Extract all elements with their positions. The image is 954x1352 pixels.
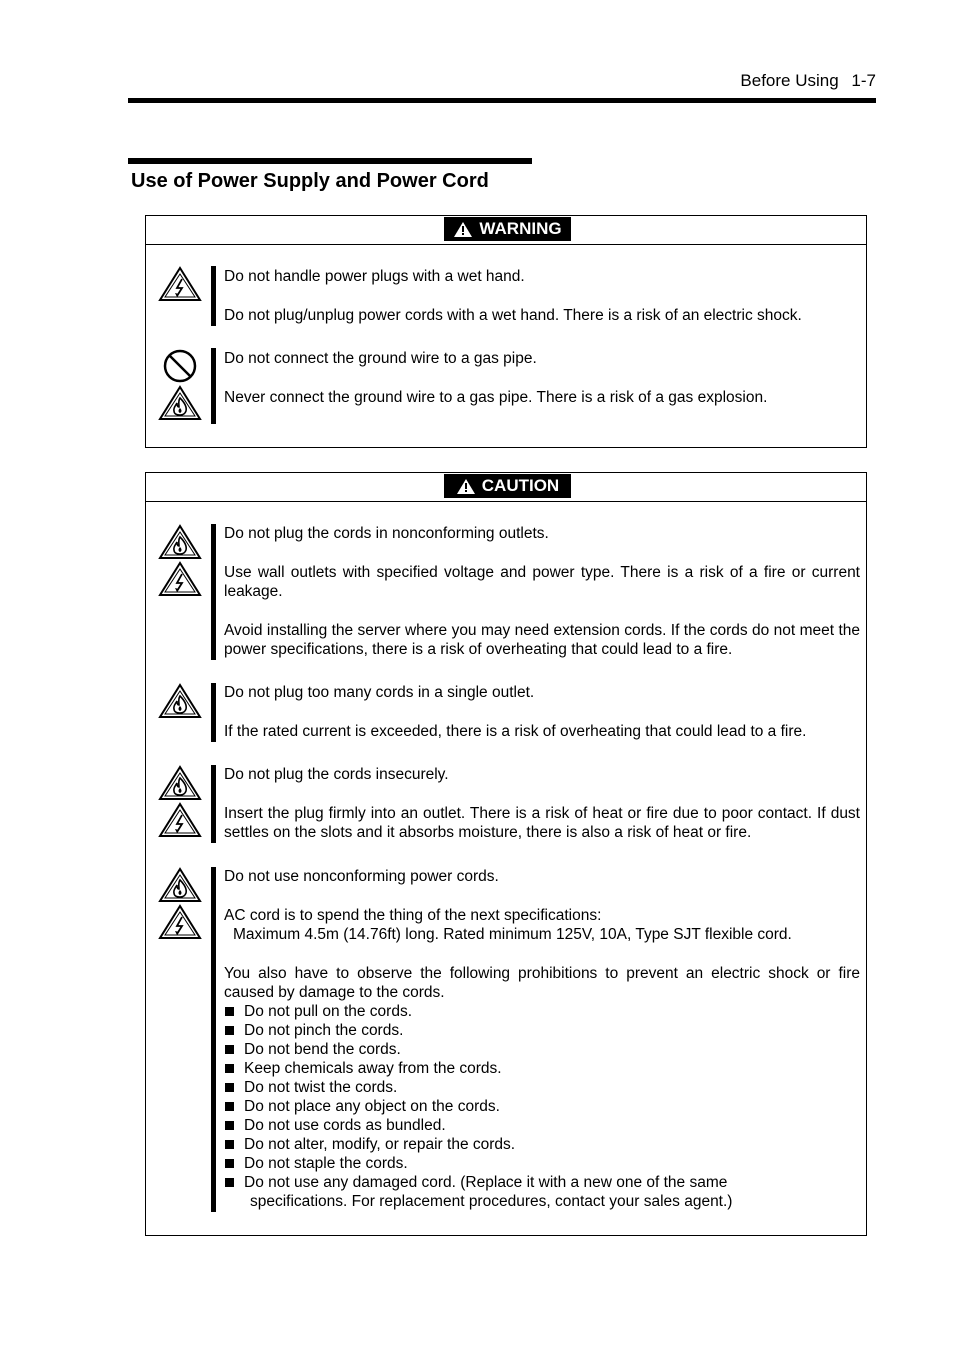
fire-icon xyxy=(158,683,202,719)
item-text: AC cord is to spend the thing of the next specifications: xyxy=(224,907,602,924)
prohibited-icon xyxy=(158,348,202,384)
fire-icon xyxy=(158,867,202,903)
list-item: Do not use any damaged cord. (Replace it with a new one of the same specifications. For replacement procedures, contact your sales agent.) xyxy=(224,1173,860,1211)
item-heading: Do not plug the cords in nonconforming outlets. xyxy=(224,525,549,542)
electric-shock-icon xyxy=(158,904,202,940)
list-item: Do not pull on the cords. xyxy=(224,1002,860,1021)
item-heading: Do not plug too many cords in a single outlet. xyxy=(224,684,535,701)
item-heading: Do not use nonconforming power cords. xyxy=(224,868,499,885)
warning-box xyxy=(145,215,867,448)
header-rule xyxy=(128,98,876,103)
running-header xyxy=(128,68,876,94)
electric-shock-icon xyxy=(158,561,202,597)
item-bar xyxy=(211,524,216,660)
caution-header xyxy=(146,473,866,502)
list-item: Keep chemicals away from the cords. xyxy=(224,1059,860,1078)
item-bar xyxy=(211,867,216,1212)
item-text: Maximum 4.5m (14.76ft) long. Rated minimum 125V, 10A, Type SJT flexible cord. xyxy=(233,926,792,943)
fire-icon xyxy=(158,385,202,421)
item-bar xyxy=(211,266,216,326)
list-item: Do not alter, modify, or repair the cords. xyxy=(224,1135,860,1154)
warning-label: WARNING xyxy=(479,219,562,238)
item-bar xyxy=(211,765,216,843)
item-text: Avoid installing the server where you may need extension cords. If the cords do not meet the power specifications, there is a risk of overheating that could lead to a fire. xyxy=(224,622,860,658)
warning-icon xyxy=(453,221,473,238)
item-text: Use wall outlets with specified voltage and power type. There is a risk of a fire or current leakage. xyxy=(224,564,860,600)
item-text: You also have to observe the following prohibitions to prevent an electric shock or fire caused by damage to the cords. xyxy=(224,965,860,1001)
item-heading: Do not plug the cords insecurely. xyxy=(224,766,449,783)
item-heading: Do not handle power plugs with a wet hand. xyxy=(224,268,525,285)
section-title: Use of Power Supply and Power Cord xyxy=(131,170,489,192)
warning-icon xyxy=(456,478,476,495)
caution-label: CAUTION xyxy=(481,476,560,495)
item-text: Insert the plug firmly into an outlet. There is a risk of heat or fire due to poor contact. If dust settles on the slots and it absorbs moisture, there is also a risk of heat or fire. xyxy=(224,805,860,841)
prohibition-list xyxy=(224,1002,860,1211)
item-bar xyxy=(211,348,216,424)
list-item: Do not use cords as bundled. xyxy=(224,1116,860,1135)
electric-shock-icon xyxy=(158,802,202,838)
fire-icon xyxy=(158,765,202,801)
section-rule xyxy=(128,158,532,164)
item-bar xyxy=(211,683,216,742)
caution-badge xyxy=(444,474,571,498)
list-item: Do not twist the cords. xyxy=(224,1078,860,1097)
item-text: Do not plug/unplug power cords with a wet hand. There is a risk of an electric shock. xyxy=(224,307,802,324)
warning-header xyxy=(146,216,866,245)
warning-badge xyxy=(444,217,571,241)
page-number: 1-7 xyxy=(851,71,876,90)
header-section: Before Using xyxy=(740,71,839,90)
item-text: If the rated current is exceeded, there is a risk of overheating that could lead to a fire. xyxy=(224,723,807,740)
list-item: Do not bend the cords. xyxy=(224,1040,860,1059)
list-item: Do not staple the cords. xyxy=(224,1154,860,1173)
caution-box xyxy=(145,472,867,1236)
fire-icon xyxy=(158,524,202,560)
item-heading: Do not connect the ground wire to a gas pipe. xyxy=(224,350,537,367)
list-item: Do not place any object on the cords. xyxy=(224,1097,860,1116)
list-item: Do not pinch the cords. xyxy=(224,1021,860,1040)
electric-shock-icon xyxy=(158,266,202,302)
item-text: Never connect the ground wire to a gas pipe. There is a risk of a gas explosion. xyxy=(224,389,768,406)
